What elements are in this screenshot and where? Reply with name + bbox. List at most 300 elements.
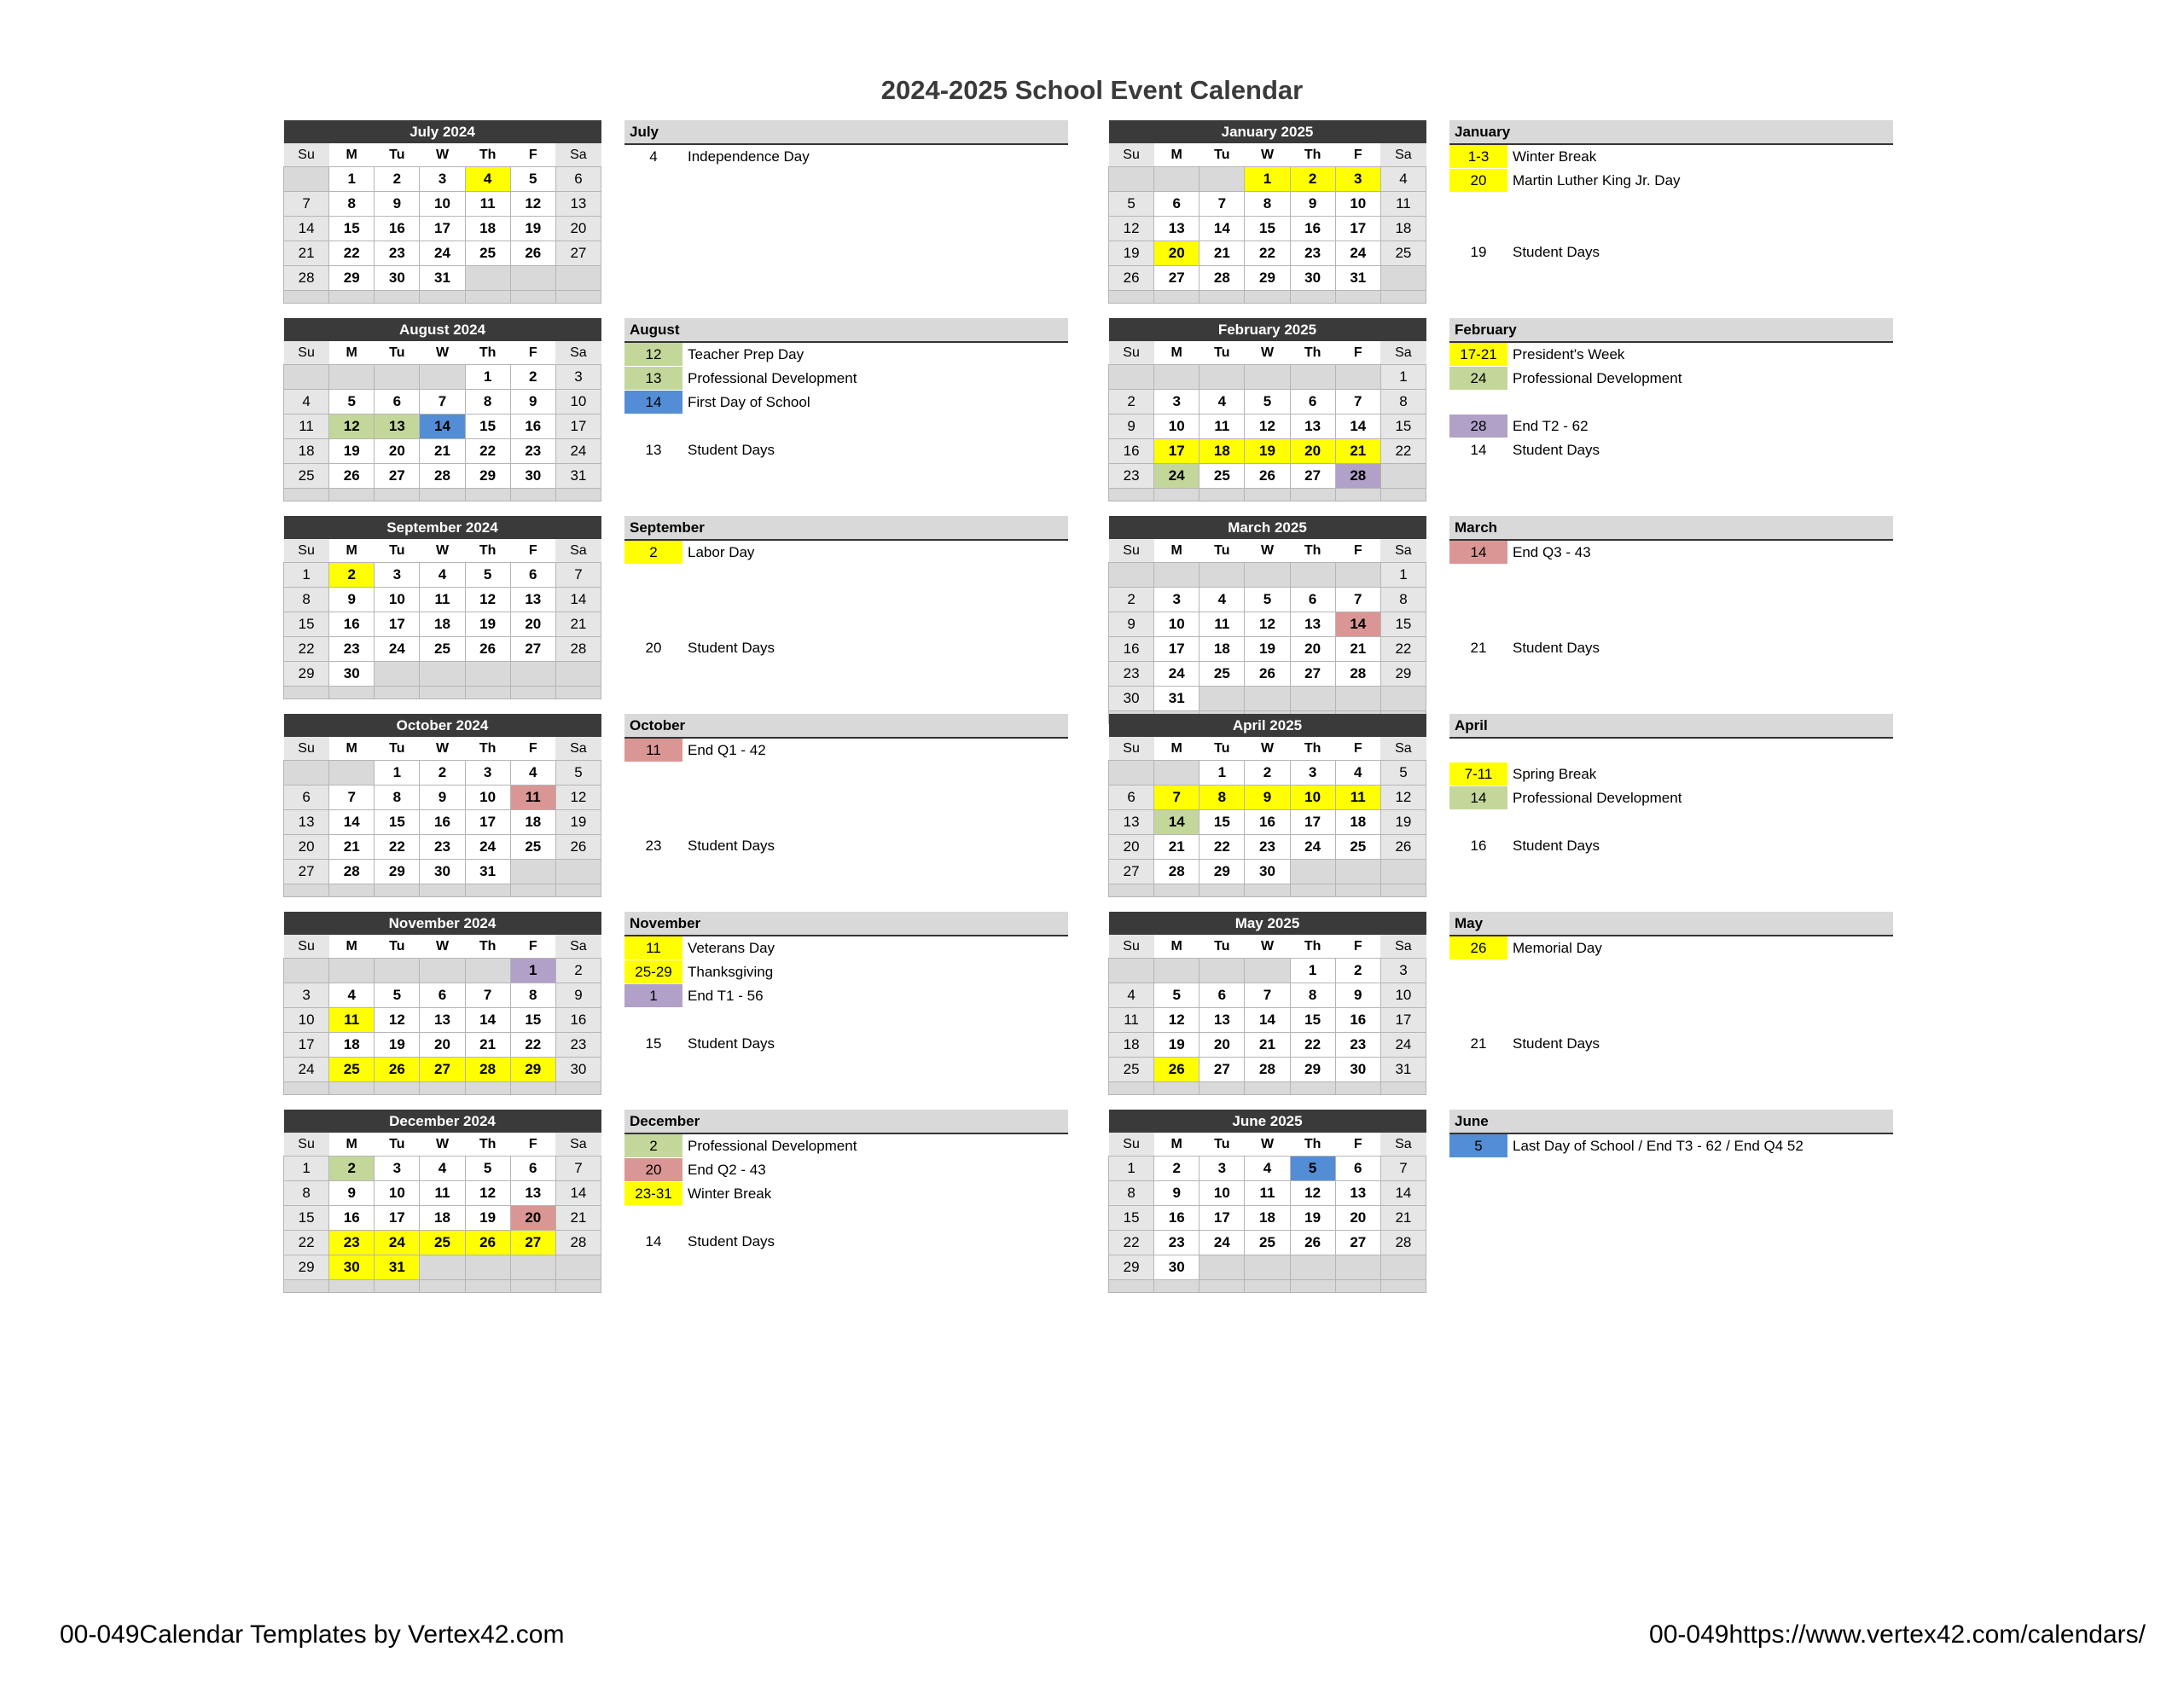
day-cell[interactable]: 18: [284, 439, 329, 464]
day-cell[interactable]: 17: [1335, 217, 1380, 241]
day-cell[interactable]: 25: [1380, 241, 1426, 266]
day-cell[interactable]: 11: [1199, 415, 1245, 439]
day-cell[interactable]: 18: [1199, 439, 1245, 464]
event-item[interactable]: [624, 739, 766, 762]
day-cell[interactable]: 9: [375, 192, 420, 217]
day-cell[interactable]: 20: [1199, 1033, 1245, 1058]
day-cell[interactable]: 19: [1154, 1033, 1199, 1058]
day-cell[interactable]: 26: [1245, 464, 1290, 489]
day-cell[interactable]: 24: [420, 241, 465, 266]
day-cell[interactable]: 22: [1290, 1033, 1335, 1058]
day-cell[interactable]: 22: [1245, 241, 1290, 266]
day-cell[interactable]: 11: [1380, 192, 1426, 217]
day-cell[interactable]: 15: [329, 217, 375, 241]
day-cell[interactable]: 20: [420, 1033, 465, 1058]
day-cell[interactable]: 8: [284, 588, 329, 612]
day-cell[interactable]: 19: [1109, 241, 1154, 266]
day-cell[interactable]: 11: [510, 786, 555, 810]
day-cell[interactable]: 11: [420, 1181, 465, 1206]
day-cell[interactable]: 30: [329, 662, 375, 687]
day-cell[interactable]: 27: [1290, 662, 1335, 687]
day-cell[interactable]: 30: [420, 860, 465, 884]
day-cell[interactable]: 27: [555, 241, 601, 266]
day-cell[interactable]: 13: [555, 192, 601, 217]
event-item[interactable]: [1449, 936, 1602, 959]
day-cell[interactable]: 22: [329, 241, 375, 266]
day-cell[interactable]: 21: [1245, 1033, 1290, 1058]
day-cell[interactable]: 22: [284, 1231, 329, 1255]
day-cell[interactable]: 9: [1109, 415, 1154, 439]
day-cell[interactable]: 1: [1290, 959, 1335, 983]
day-cell[interactable]: 6: [510, 1157, 555, 1181]
day-cell[interactable]: 1: [284, 1157, 329, 1181]
day-cell[interactable]: 6: [1109, 786, 1154, 810]
day-cell[interactable]: 16: [510, 415, 555, 439]
day-cell[interactable]: 3: [465, 761, 510, 786]
event-item[interactable]: [624, 145, 810, 168]
day-cell[interactable]: 17: [465, 810, 510, 835]
day-cell[interactable]: 9: [329, 588, 375, 612]
day-cell[interactable]: 24: [375, 637, 420, 662]
day-cell[interactable]: 26: [1245, 662, 1290, 687]
day-cell[interactable]: 2: [555, 959, 601, 983]
day-cell[interactable]: 28: [284, 266, 329, 291]
day-cell[interactable]: 28: [465, 1058, 510, 1082]
day-cell[interactable]: 12: [329, 415, 375, 439]
day-cell[interactable]: 8: [1290, 983, 1335, 1008]
day-cell[interactable]: 1: [465, 365, 510, 390]
day-cell[interactable]: 9: [1290, 192, 1335, 217]
day-cell[interactable]: 8: [1380, 588, 1426, 612]
day-cell[interactable]: 1: [329, 167, 375, 192]
day-cell[interactable]: 16: [329, 612, 375, 637]
day-cell[interactable]: 29: [1290, 1058, 1335, 1082]
day-cell[interactable]: 30: [1290, 266, 1335, 291]
event-item[interactable]: [1449, 367, 1682, 390]
day-cell[interactable]: 12: [1154, 1008, 1199, 1033]
day-cell[interactable]: 8: [284, 1181, 329, 1206]
day-cell[interactable]: 15: [284, 1206, 329, 1231]
day-cell[interactable]: 14: [1335, 612, 1380, 637]
day-cell[interactable]: 16: [555, 1008, 601, 1033]
day-cell[interactable]: 30: [555, 1058, 601, 1082]
day-cell[interactable]: 12: [1109, 217, 1154, 241]
day-cell[interactable]: 27: [1199, 1058, 1245, 1082]
day-cell[interactable]: 20: [1335, 1206, 1380, 1231]
day-cell[interactable]: 26: [1154, 1058, 1199, 1082]
footer-url[interactable]: 00-049https://www.vertex42.com/calendars/: [1649, 1620, 2146, 1649]
day-cell[interactable]: 9: [1109, 612, 1154, 637]
day-cell[interactable]: 10: [284, 1008, 329, 1033]
day-cell[interactable]: 28: [555, 637, 601, 662]
day-cell[interactable]: 2: [375, 167, 420, 192]
day-cell[interactable]: 21: [1199, 241, 1245, 266]
day-cell[interactable]: 24: [284, 1058, 329, 1082]
day-cell[interactable]: 25: [329, 1058, 375, 1082]
day-cell[interactable]: 12: [375, 1008, 420, 1033]
day-cell[interactable]: 7: [1154, 786, 1199, 810]
day-cell[interactable]: 29: [1245, 266, 1290, 291]
day-cell[interactable]: 8: [1245, 192, 1290, 217]
event-item[interactable]: [1449, 541, 1591, 564]
day-cell[interactable]: 17: [1154, 637, 1199, 662]
day-cell[interactable]: 24: [1290, 835, 1335, 860]
day-cell[interactable]: 15: [465, 415, 510, 439]
event-item[interactable]: [624, 391, 810, 414]
day-cell[interactable]: 27: [1109, 860, 1154, 884]
day-cell[interactable]: 9: [420, 786, 465, 810]
day-cell[interactable]: 14: [555, 588, 601, 612]
day-cell[interactable]: 27: [284, 860, 329, 884]
day-cell[interactable]: 30: [510, 464, 555, 489]
day-cell[interactable]: 9: [1245, 786, 1290, 810]
day-cell[interactable]: 27: [420, 1058, 465, 1082]
day-cell[interactable]: 26: [1290, 1231, 1335, 1255]
day-cell[interactable]: 28: [1335, 464, 1380, 489]
day-cell[interactable]: 25: [1199, 464, 1245, 489]
day-cell[interactable]: 11: [1109, 1008, 1154, 1033]
day-cell[interactable]: 29: [1199, 860, 1245, 884]
day-cell[interactable]: 13: [375, 415, 420, 439]
day-cell[interactable]: 9: [510, 390, 555, 415]
day-cell[interactable]: 1: [284, 563, 329, 588]
day-cell[interactable]: 21: [465, 1033, 510, 1058]
day-cell[interactable]: 20: [510, 612, 555, 637]
day-cell[interactable]: 8: [465, 390, 510, 415]
day-cell[interactable]: 4: [1199, 588, 1245, 612]
day-cell[interactable]: 30: [1245, 860, 1290, 884]
day-cell[interactable]: 26: [510, 241, 555, 266]
day-cell[interactable]: 29: [284, 1255, 329, 1280]
day-cell[interactable]: 28: [1335, 662, 1380, 687]
day-cell[interactable]: 18: [1199, 637, 1245, 662]
day-cell[interactable]: 19: [329, 439, 375, 464]
event-item[interactable]: [624, 936, 775, 959]
day-cell[interactable]: 4: [465, 167, 510, 192]
day-cell[interactable]: 5: [1380, 761, 1426, 786]
event-item[interactable]: [624, 343, 804, 366]
day-cell[interactable]: 10: [465, 786, 510, 810]
day-cell[interactable]: 15: [1380, 415, 1426, 439]
day-cell[interactable]: 19: [1245, 637, 1290, 662]
day-cell[interactable]: 8: [1199, 786, 1245, 810]
day-cell[interactable]: 24: [375, 1231, 420, 1255]
event-item[interactable]: [624, 367, 857, 390]
day-cell[interactable]: 8: [329, 192, 375, 217]
day-cell[interactable]: 25: [1245, 1231, 1290, 1255]
day-cell[interactable]: 11: [1245, 1181, 1290, 1206]
day-cell[interactable]: 20: [555, 217, 601, 241]
day-cell[interactable]: 19: [1245, 439, 1290, 464]
day-cell[interactable]: 11: [465, 192, 510, 217]
day-cell[interactable]: 16: [1245, 810, 1290, 835]
day-cell[interactable]: 23: [329, 1231, 375, 1255]
day-cell[interactable]: 19: [1380, 810, 1426, 835]
day-cell[interactable]: 3: [375, 563, 420, 588]
day-cell[interactable]: 15: [1199, 810, 1245, 835]
day-cell[interactable]: 17: [375, 1206, 420, 1231]
day-cell[interactable]: 13: [1335, 1181, 1380, 1206]
day-cell[interactable]: 14: [1380, 1181, 1426, 1206]
day-cell[interactable]: 15: [284, 612, 329, 637]
day-cell[interactable]: 21: [1380, 1206, 1426, 1231]
day-cell[interactable]: 23: [1290, 241, 1335, 266]
day-cell[interactable]: 13: [1290, 612, 1335, 637]
day-cell[interactable]: 9: [1335, 983, 1380, 1008]
day-cell[interactable]: 14: [1245, 1008, 1290, 1033]
day-cell[interactable]: 19: [510, 217, 555, 241]
day-cell[interactable]: 1: [375, 761, 420, 786]
day-cell[interactable]: 27: [510, 1231, 555, 1255]
day-cell[interactable]: 1: [1109, 1157, 1154, 1181]
day-cell[interactable]: 22: [1380, 439, 1426, 464]
day-cell[interactable]: 1: [510, 959, 555, 983]
event-item[interactable]: [1449, 786, 1682, 809]
day-cell[interactable]: 4: [1109, 983, 1154, 1008]
day-cell[interactable]: 13: [1109, 810, 1154, 835]
day-cell[interactable]: 2: [1335, 959, 1380, 983]
day-cell[interactable]: 4: [1199, 390, 1245, 415]
day-cell[interactable]: 10: [375, 588, 420, 612]
day-cell[interactable]: 7: [1199, 192, 1245, 217]
day-cell[interactable]: 29: [465, 464, 510, 489]
day-cell[interactable]: 12: [465, 588, 510, 612]
day-cell[interactable]: 25: [1335, 835, 1380, 860]
day-cell[interactable]: 17: [375, 612, 420, 637]
day-cell[interactable]: 27: [375, 464, 420, 489]
day-cell[interactable]: 13: [420, 1008, 465, 1033]
day-cell[interactable]: 20: [1154, 241, 1199, 266]
day-cell[interactable]: 6: [375, 390, 420, 415]
day-cell[interactable]: 15: [1380, 612, 1426, 637]
day-cell[interactable]: 21: [329, 835, 375, 860]
day-cell[interactable]: 16: [375, 217, 420, 241]
day-cell[interactable]: 12: [1290, 1181, 1335, 1206]
day-cell[interactable]: 2: [329, 563, 375, 588]
event-item[interactable]: [1449, 343, 1624, 366]
day-cell[interactable]: 5: [555, 761, 601, 786]
day-cell[interactable]: 3: [375, 1157, 420, 1181]
day-cell[interactable]: 24: [1199, 1231, 1245, 1255]
day-cell[interactable]: 20: [1290, 637, 1335, 662]
day-cell[interactable]: 18: [1245, 1206, 1290, 1231]
day-cell[interactable]: 29: [510, 1058, 555, 1082]
day-cell[interactable]: 18: [510, 810, 555, 835]
day-cell[interactable]: 24: [555, 439, 601, 464]
day-cell[interactable]: 23: [375, 241, 420, 266]
day-cell[interactable]: 21: [284, 241, 329, 266]
day-cell[interactable]: 13: [1199, 1008, 1245, 1033]
day-cell[interactable]: 25: [284, 464, 329, 489]
day-cell[interactable]: 23: [555, 1033, 601, 1058]
day-cell[interactable]: 10: [1154, 612, 1199, 637]
day-cell[interactable]: 8: [1380, 390, 1426, 415]
day-cell[interactable]: 18: [1109, 1033, 1154, 1058]
day-cell[interactable]: 5: [375, 983, 420, 1008]
day-cell[interactable]: 17: [284, 1033, 329, 1058]
day-cell[interactable]: 5: [510, 167, 555, 192]
day-cell[interactable]: 17: [1199, 1206, 1245, 1231]
day-cell[interactable]: 16: [1109, 439, 1154, 464]
day-cell[interactable]: 26: [465, 1231, 510, 1255]
event-item[interactable]: [624, 960, 773, 983]
event-item[interactable]: [1449, 762, 1596, 786]
day-cell[interactable]: 9: [329, 1181, 375, 1206]
day-cell[interactable]: 15: [510, 1008, 555, 1033]
day-cell[interactable]: 19: [465, 612, 510, 637]
day-cell[interactable]: 28: [1199, 266, 1245, 291]
day-cell[interactable]: 14: [1335, 415, 1380, 439]
day-cell[interactable]: 31: [555, 464, 601, 489]
day-cell[interactable]: 6: [1290, 390, 1335, 415]
day-cell[interactable]: 7: [1380, 1157, 1426, 1181]
day-cell[interactable]: 12: [1245, 612, 1290, 637]
day-cell[interactable]: 13: [1290, 415, 1335, 439]
day-cell[interactable]: 16: [1290, 217, 1335, 241]
day-cell[interactable]: 22: [284, 637, 329, 662]
day-cell[interactable]: 23: [1335, 1033, 1380, 1058]
day-cell[interactable]: 17: [1290, 810, 1335, 835]
day-cell[interactable]: 8: [375, 786, 420, 810]
event-item[interactable]: [624, 1134, 857, 1157]
day-cell[interactable]: 3: [1154, 390, 1199, 415]
day-cell[interactable]: 7: [1335, 588, 1380, 612]
day-cell[interactable]: 25: [510, 835, 555, 860]
day-cell[interactable]: 23: [510, 439, 555, 464]
event-item[interactable]: [624, 541, 754, 564]
day-cell[interactable]: 1: [1380, 365, 1426, 390]
day-cell[interactable]: 4: [1380, 167, 1426, 192]
day-cell[interactable]: 2: [1245, 761, 1290, 786]
day-cell[interactable]: 25: [420, 637, 465, 662]
day-cell[interactable]: 7: [329, 786, 375, 810]
day-cell[interactable]: 11: [329, 1008, 375, 1033]
day-cell[interactable]: 5: [1290, 1157, 1335, 1181]
day-cell[interactable]: 20: [1109, 835, 1154, 860]
day-cell[interactable]: 11: [284, 415, 329, 439]
day-cell[interactable]: 29: [1109, 1255, 1154, 1280]
day-cell[interactable]: 23: [1109, 464, 1154, 489]
day-cell[interactable]: 23: [1245, 835, 1290, 860]
day-cell[interactable]: 28: [420, 464, 465, 489]
day-cell[interactable]: 10: [375, 1181, 420, 1206]
day-cell[interactable]: 5: [465, 1157, 510, 1181]
day-cell[interactable]: 10: [1154, 415, 1199, 439]
event-item[interactable]: [624, 1182, 771, 1205]
day-cell[interactable]: 4: [1335, 761, 1380, 786]
day-cell[interactable]: 29: [1380, 662, 1426, 687]
day-cell[interactable]: 3: [1335, 167, 1380, 192]
day-cell[interactable]: 31: [1154, 687, 1199, 711]
day-cell[interactable]: 2: [1154, 1157, 1199, 1181]
day-cell[interactable]: 19: [1290, 1206, 1335, 1231]
day-cell[interactable]: 22: [1109, 1231, 1154, 1255]
day-cell[interactable]: 24: [1380, 1033, 1426, 1058]
day-cell[interactable]: 6: [1154, 192, 1199, 217]
day-cell[interactable]: 3: [1199, 1157, 1245, 1181]
day-cell[interactable]: 7: [1335, 390, 1380, 415]
day-cell[interactable]: 6: [1290, 588, 1335, 612]
day-cell[interactable]: 4: [420, 563, 465, 588]
day-cell[interactable]: 27: [1335, 1231, 1380, 1255]
day-cell[interactable]: 20: [375, 439, 420, 464]
day-cell[interactable]: 5: [329, 390, 375, 415]
day-cell[interactable]: 2: [510, 365, 555, 390]
day-cell[interactable]: 10: [1380, 983, 1426, 1008]
day-cell[interactable]: 14: [284, 217, 329, 241]
day-cell[interactable]: 4: [1245, 1157, 1290, 1181]
day-cell[interactable]: 12: [1245, 415, 1290, 439]
day-cell[interactable]: 17: [1154, 439, 1199, 464]
day-cell[interactable]: 7: [555, 1157, 601, 1181]
day-cell[interactable]: 14: [1199, 217, 1245, 241]
day-cell[interactable]: 31: [420, 266, 465, 291]
day-cell[interactable]: 23: [420, 835, 465, 860]
day-cell[interactable]: 10: [1335, 192, 1380, 217]
day-cell[interactable]: 28: [555, 1231, 601, 1255]
event-item[interactable]: [1449, 169, 1681, 192]
day-cell[interactable]: 5: [1154, 983, 1199, 1008]
day-cell[interactable]: 21: [555, 1206, 601, 1231]
day-cell[interactable]: 3: [1380, 959, 1426, 983]
day-cell[interactable]: 22: [375, 835, 420, 860]
day-cell[interactable]: 15: [375, 810, 420, 835]
day-cell[interactable]: 18: [420, 612, 465, 637]
day-cell[interactable]: 6: [284, 786, 329, 810]
day-cell[interactable]: 30: [1154, 1255, 1199, 1280]
day-cell[interactable]: 11: [1199, 612, 1245, 637]
day-cell[interactable]: 22: [465, 439, 510, 464]
day-cell[interactable]: 14: [420, 415, 465, 439]
day-cell[interactable]: 31: [375, 1255, 420, 1280]
day-cell[interactable]: 20: [510, 1206, 555, 1231]
day-cell[interactable]: 11: [420, 588, 465, 612]
day-cell[interactable]: 22: [1199, 835, 1245, 860]
day-cell[interactable]: 28: [1380, 1231, 1426, 1255]
day-cell[interactable]: 17: [555, 415, 601, 439]
day-cell[interactable]: 26: [375, 1058, 420, 1082]
day-cell[interactable]: 20: [1290, 439, 1335, 464]
day-cell[interactable]: 3: [284, 983, 329, 1008]
day-cell[interactable]: 5: [1245, 588, 1290, 612]
day-cell[interactable]: 16: [1154, 1206, 1199, 1231]
day-cell[interactable]: 7: [284, 192, 329, 217]
day-cell[interactable]: 25: [420, 1231, 465, 1255]
event-item[interactable]: [1449, 1134, 1804, 1157]
day-cell[interactable]: 16: [1109, 637, 1154, 662]
day-cell[interactable]: 22: [1380, 637, 1426, 662]
day-cell[interactable]: 21: [555, 612, 601, 637]
day-cell[interactable]: 25: [1109, 1058, 1154, 1082]
day-cell[interactable]: 15: [1290, 1008, 1335, 1033]
day-cell[interactable]: 1: [1245, 167, 1290, 192]
event-item[interactable]: [624, 1158, 766, 1181]
day-cell[interactable]: 3: [555, 365, 601, 390]
day-cell[interactable]: 19: [375, 1033, 420, 1058]
day-cell[interactable]: 11: [1335, 786, 1380, 810]
day-cell[interactable]: 29: [284, 662, 329, 687]
day-cell[interactable]: 16: [420, 810, 465, 835]
day-cell[interactable]: 20: [284, 835, 329, 860]
day-cell[interactable]: 13: [510, 1181, 555, 1206]
day-cell[interactable]: 8: [510, 983, 555, 1008]
day-cell[interactable]: 2: [329, 1157, 375, 1181]
day-cell[interactable]: 30: [329, 1255, 375, 1280]
day-cell[interactable]: 10: [1199, 1181, 1245, 1206]
day-cell[interactable]: 10: [555, 390, 601, 415]
day-cell[interactable]: 16: [329, 1206, 375, 1231]
day-cell[interactable]: 31: [1380, 1058, 1426, 1082]
